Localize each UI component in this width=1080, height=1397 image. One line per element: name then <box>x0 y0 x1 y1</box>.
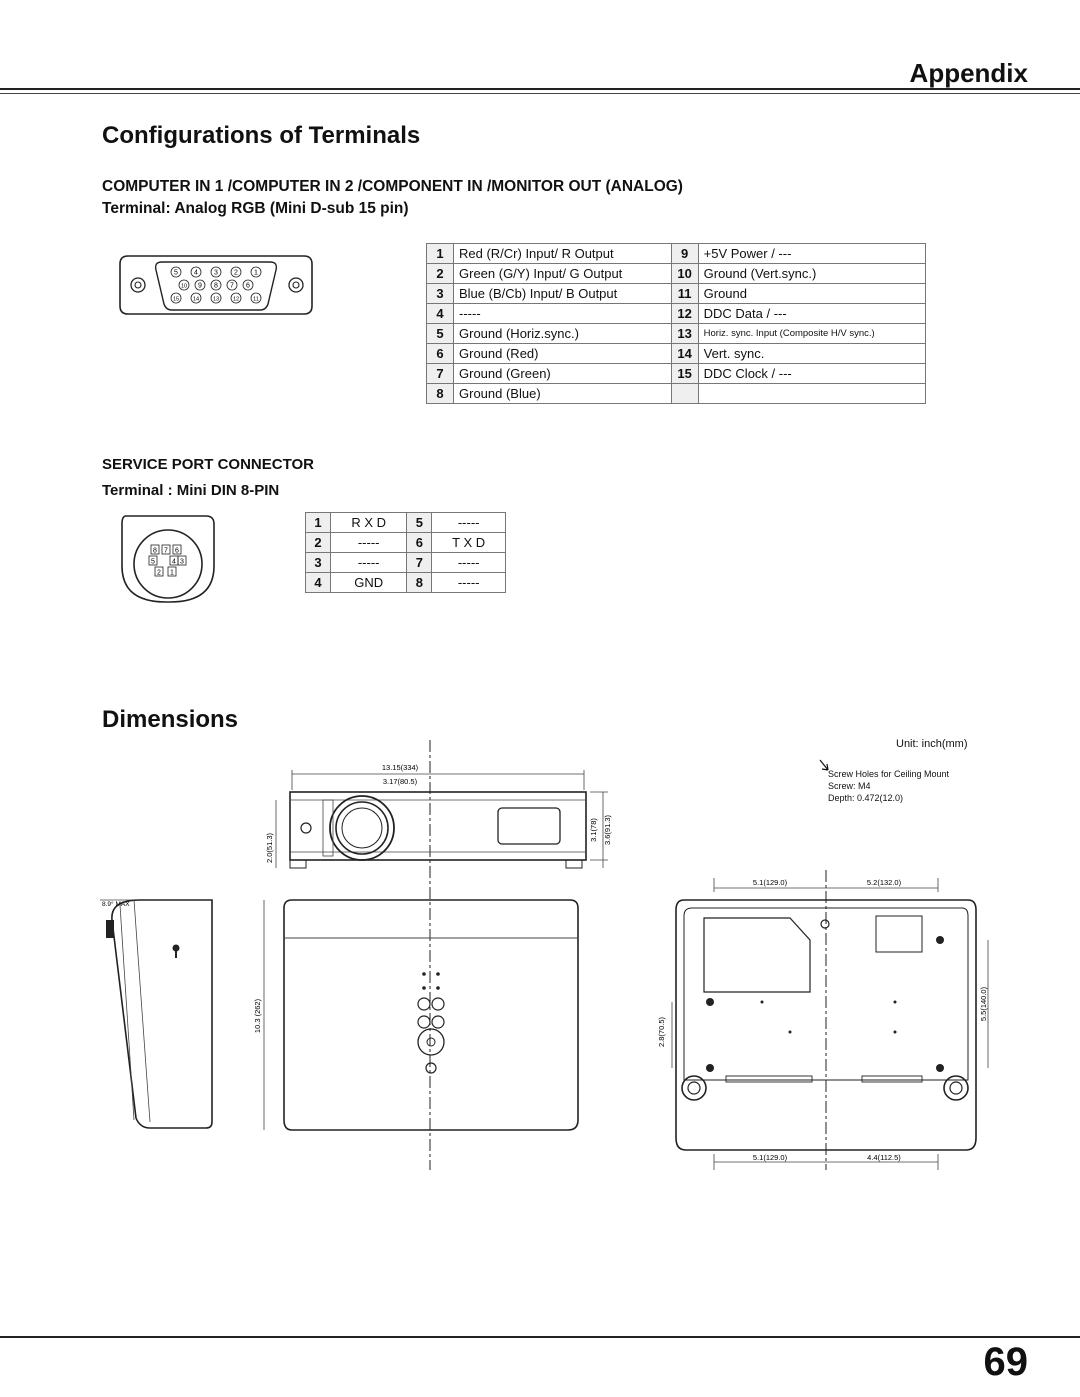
screw-note-line: Screw Holes for Ceiling Mount <box>828 769 950 779</box>
din-pin-label: 5 <box>151 558 155 566</box>
pin-number: 12 <box>671 304 698 324</box>
din-pin-label: 4 <box>172 558 176 566</box>
dim-bottom-right-h: 5.5(140.0) <box>979 986 988 1022</box>
pin-number: 9 <box>671 244 698 264</box>
unit-label: Unit: inch(mm) <box>896 738 968 750</box>
pin-description: Horiz. sync. Input (Composite H/V sync.) <box>698 324 925 344</box>
pin-number: 8 <box>427 384 454 404</box>
pin-row <box>427 344 926 364</box>
pin-description: Ground (Red) <box>454 344 672 364</box>
pin-description: DDC Data / --- <box>698 304 925 324</box>
terminals-title: Configurations of Terminals <box>102 122 421 149</box>
service-pin-number: 8 <box>407 573 432 593</box>
pin-number: 5 <box>427 324 454 344</box>
pin-description: Vert. sync. <box>698 344 925 364</box>
dim-bottom-bot-right: 4.4(112.5) <box>867 1153 901 1162</box>
service-pin-row <box>306 533 506 553</box>
service-pin-description: ----- <box>331 533 407 553</box>
page-number: 69 <box>983 1340 1028 1384</box>
dsub-pin-label: 6 <box>246 282 250 290</box>
dim-bottom-left-h: 2.8(70.5) <box>657 1016 666 1048</box>
pin-row <box>427 244 926 264</box>
pin-description: Ground (Blue) <box>454 384 672 404</box>
din-pin-label: 1 <box>170 569 174 577</box>
side-view <box>100 900 212 1128</box>
header-rule-thin <box>0 93 1080 94</box>
screw-note-line: Screw: M4 <box>828 781 871 791</box>
dsub-pin-label: 2 <box>234 269 238 277</box>
dsub-pin-label: 4 <box>194 269 198 277</box>
pin-description: DDC Clock / --- <box>698 364 925 384</box>
dsub-pin-label: 10 <box>180 283 188 290</box>
dsub-pin-label: 11 <box>253 296 259 303</box>
pin-description <box>698 384 925 404</box>
pin-description: ----- <box>454 304 672 324</box>
din-pin-label: 2 <box>157 569 161 577</box>
front-view <box>276 770 608 868</box>
computer-subheading: Terminal: Analog RGB (Mini D-sub 15 pin) <box>102 200 409 217</box>
dim-bottom-top-left: 5.1(129.0) <box>752 878 788 887</box>
pin-description: +5V Power / --- <box>698 244 925 264</box>
service-pin-table <box>305 512 506 593</box>
dimensions-title: Dimensions <box>102 706 239 733</box>
dsub-pin-label: 7 <box>230 282 234 290</box>
dsub-pin-label: 12 <box>232 296 240 303</box>
service-pin-number: 5 <box>407 513 432 533</box>
service-pin-number: 2 <box>306 533 331 553</box>
dim-bottom-bot-left: 5.1(129.0) <box>752 1153 788 1162</box>
dim-lens-offset: 3.17(80.5) <box>382 777 418 786</box>
dsub-pin-label: 8 <box>214 282 218 290</box>
dim-front-h3: 3.6(91.3) <box>603 814 612 846</box>
computer-heading: COMPUTER IN 1 /COMPUTER IN 2 /COMPONENT IN /MONITOR OUT (ANALOG) <box>102 178 683 195</box>
pin-row <box>427 304 926 324</box>
dsub-pin-label: 9 <box>198 282 202 290</box>
pin-number: 13 <box>671 324 698 344</box>
screw-note-line: Depth: 0.472(12.0) <box>828 793 904 803</box>
service-pin-description: ----- <box>432 553 506 573</box>
pin-description: Blue (B/Cb) Input/ B Output <box>454 284 672 304</box>
service-pin-description: ----- <box>432 513 506 533</box>
service-heading: SERVICE PORT CONNECTOR <box>102 456 314 473</box>
service-pin-number: 6 <box>407 533 432 553</box>
pin-description: Ground (Horiz.sync.) <box>454 324 672 344</box>
bottom-view <box>672 870 988 1170</box>
dsub-connector-diagram <box>118 252 318 318</box>
dim-front-h1: 2.0(51.3) <box>265 832 274 864</box>
service-pin-number: 3 <box>306 553 331 573</box>
pin-description: Ground (Vert.sync.) <box>698 264 925 284</box>
top-view <box>264 900 578 1130</box>
service-pin-number: 7 <box>407 553 432 573</box>
service-pin-row <box>306 553 506 573</box>
dsub-pin-label: 5 <box>174 269 178 277</box>
dim-width-total: 13.15(334) <box>381 763 419 772</box>
dsub-pin-label: 14 <box>192 296 200 303</box>
service-pin-description: T X D <box>432 533 506 553</box>
service-pin-description: R X D <box>331 513 407 533</box>
pin-number: 11 <box>671 284 698 304</box>
pin-description: Ground <box>698 284 925 304</box>
analog-rgb-pin-table <box>426 243 926 404</box>
appendix-header: Appendix <box>909 58 1028 88</box>
pin-number: 6 <box>427 344 454 364</box>
dsub-pin-label: 3 <box>214 269 218 277</box>
dsub-pin-label: 1 <box>254 269 258 277</box>
din-pin-label: 7 <box>164 547 168 555</box>
header-rule <box>0 88 1080 90</box>
dim-front-h2: 3.1(78) <box>589 818 598 842</box>
dimension-drawings <box>0 730 1080 1170</box>
pin-number: 7 <box>427 364 454 384</box>
service-pin-row <box>306 513 506 533</box>
dsub-pin-label: 13 <box>212 296 220 303</box>
service-pin-row <box>306 573 506 593</box>
pin-number <box>671 384 698 404</box>
din-pin-label: 6 <box>175 547 179 555</box>
dim-bottom-top-right: 5.2(132.0) <box>866 878 902 887</box>
pin-row <box>427 284 926 304</box>
pin-row <box>427 384 926 404</box>
service-pin-number: 1 <box>306 513 331 533</box>
service-pin-description: ----- <box>331 553 407 573</box>
pin-description: Ground (Green) <box>454 364 672 384</box>
pin-number: 14 <box>671 344 698 364</box>
service-pin-description: GND <box>331 573 407 593</box>
din-pin-label: 8 <box>153 547 157 555</box>
din-pin-label: 3 <box>180 558 184 566</box>
pin-number: 4 <box>427 304 454 324</box>
footer-rule <box>0 1336 1080 1338</box>
pin-row <box>427 324 926 344</box>
pin-description: Red (R/Cr) Input/ R Output <box>454 244 672 264</box>
dim-depth: 10.3 (262) <box>253 998 262 1034</box>
pin-row <box>427 364 926 384</box>
pin-description: Green (G/Y) Input/ G Output <box>454 264 672 284</box>
pin-number: 2 <box>427 264 454 284</box>
pin-number: 1 <box>427 244 454 264</box>
service-subheading: Terminal : Mini DIN 8-PIN <box>102 482 280 499</box>
dim-tilt: 8.9° MAX <box>102 901 130 908</box>
pin-row <box>427 264 926 284</box>
pin-number: 10 <box>671 264 698 284</box>
note-arrow-icon <box>820 760 828 770</box>
pin-number: 15 <box>671 364 698 384</box>
pin-number: 3 <box>427 284 454 304</box>
mini-din-connector-diagram <box>118 514 218 606</box>
service-pin-number: 4 <box>306 573 331 593</box>
dsub-pin-label: 15 <box>172 296 180 303</box>
service-pin-description: ----- <box>432 573 506 593</box>
